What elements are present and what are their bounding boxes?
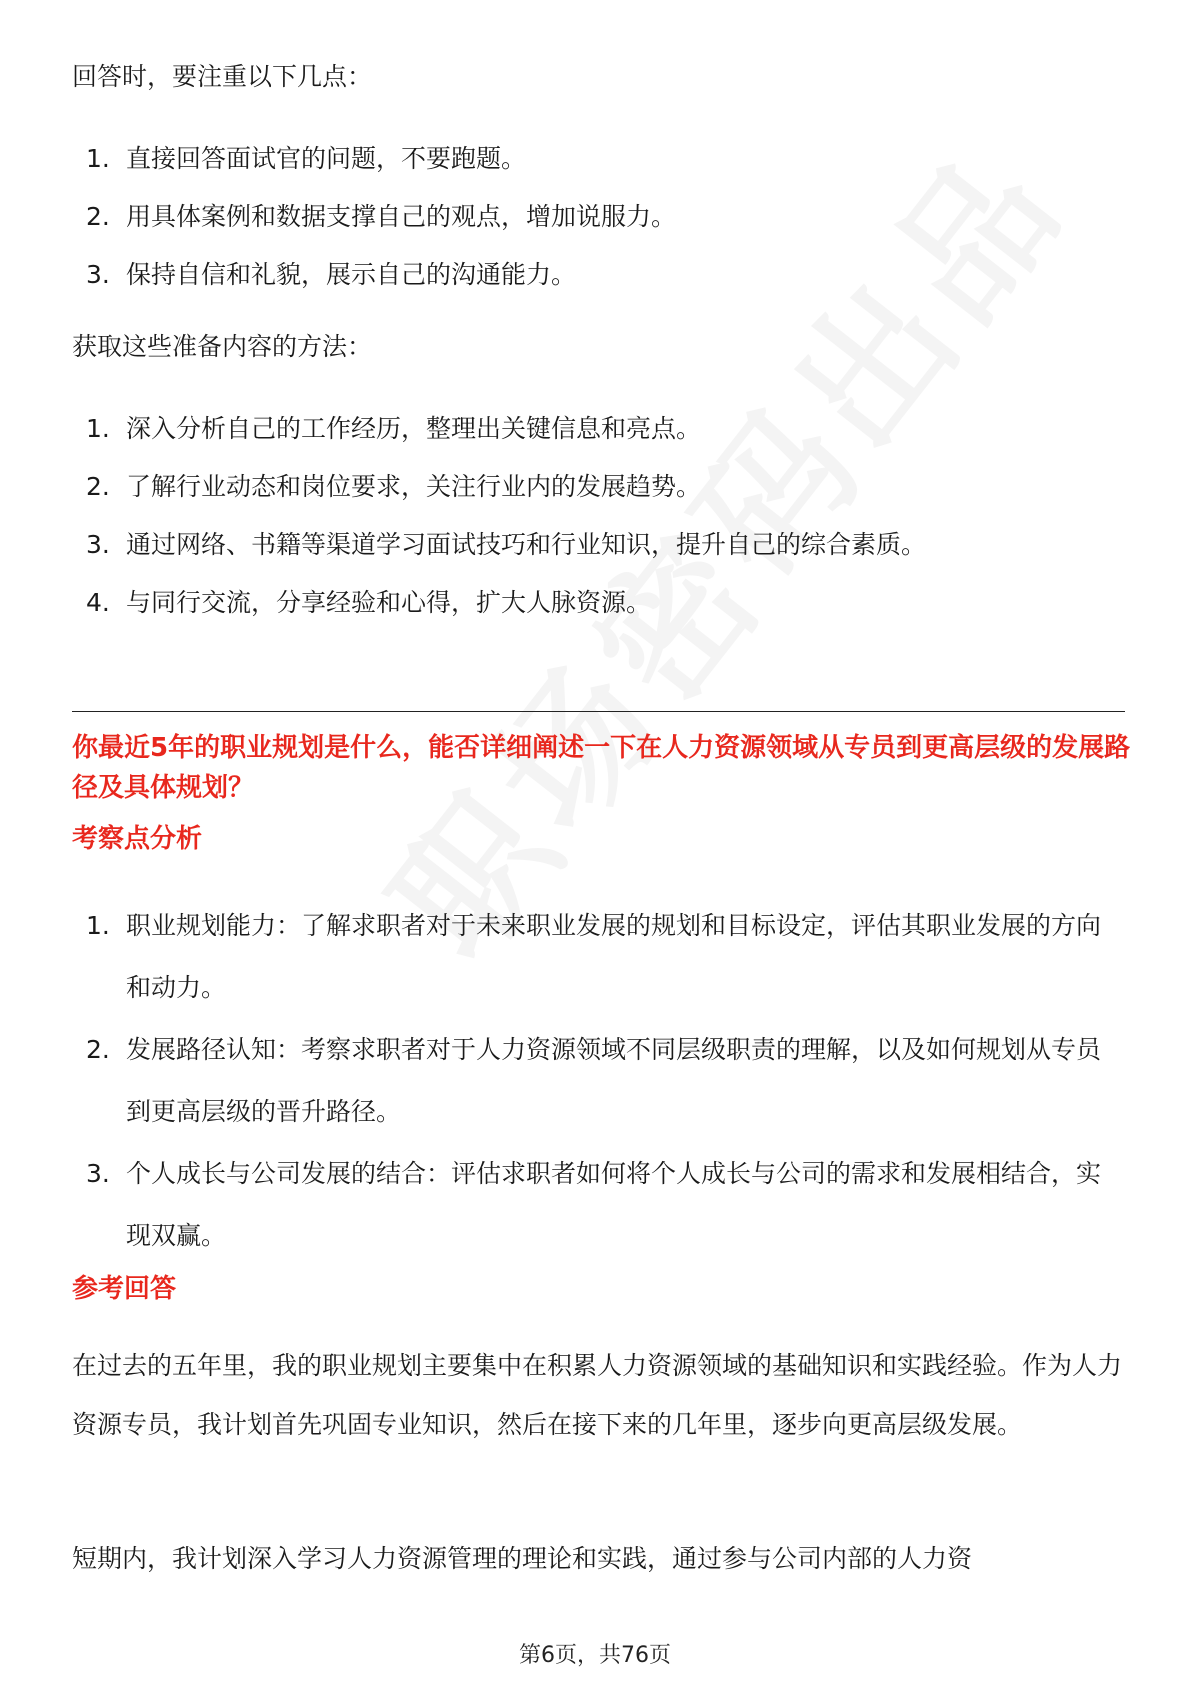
list-item: 1. 深入分析自己的工作经历，整理出关键信息和亮点。 (86, 414, 702, 443)
analysis-heading: 考察点分析 (72, 824, 203, 854)
points-list (72, 130, 1122, 304)
page-number: 第6页，共76页 (519, 1643, 671, 1668)
list-item: 2. 用具体案例和数据支撑自己的观点，增加说服力。 (86, 202, 677, 231)
list-item: 2. 发展路径认知：考察求职者对于人力资源领域不同层级职责的理解，以及如何规划从专员到更高层级的晋升路径。 (86, 1035, 1102, 1126)
answer-paragraph: 短期内，我计划深入学习人力资源管理的理论和实践，通过参与公司内部的人力资 (72, 1544, 973, 1573)
analysis-list (72, 895, 1122, 1267)
list-item: 1. 职业规划能力：了解求职者对于未来职业发展的规划和目标设定，评估其职业发展的方向和动力。 (86, 911, 1102, 1002)
list-item: 3. 保持自信和礼貌，展示自己的沟通能力。 (86, 260, 577, 289)
list-item: 1. 直接回答面试官的问题，不要跑题。 (86, 144, 527, 173)
answer-paragraph: 在过去的五年里，我的职业规划主要集中在积累人力资源领域的基础知识和实践经验。作为人力资源专员，我计划首先巩固专业知识，然后在接下来的几年里，逐步向更高层级发展。 (72, 1351, 1123, 1439)
list-item: 2. 了解行业动态和岗位要求，关注行业内的发展趋势。 (86, 472, 702, 501)
list-item: 3. 个人成长与公司发展的结合：评估求职者如何将个人成长与公司的需求和发展相结合，实现双赢。 (86, 1159, 1102, 1250)
question-heading: 你最近5年的职业规划是什么，能否详细阐述一下在人力资源领域从专员到更高层级的发展路径及具体规划？ (72, 733, 1131, 803)
intro-text: 回答时，要注重以下几点： (72, 62, 373, 91)
list-item: 3. 通过网络、书籍等渠道学习面试技巧和行业知识，提升自己的综合素质。 (86, 530, 927, 559)
answer-heading: 参考回答 (72, 1274, 177, 1304)
list-item: 4. 与同行交流，分享经验和心得，扩大人脉资源。 (86, 588, 652, 617)
section-divider (72, 711, 1125, 712)
methods-title: 获取这些准备内容的方法： (72, 332, 373, 361)
methods-list (72, 400, 1122, 632)
